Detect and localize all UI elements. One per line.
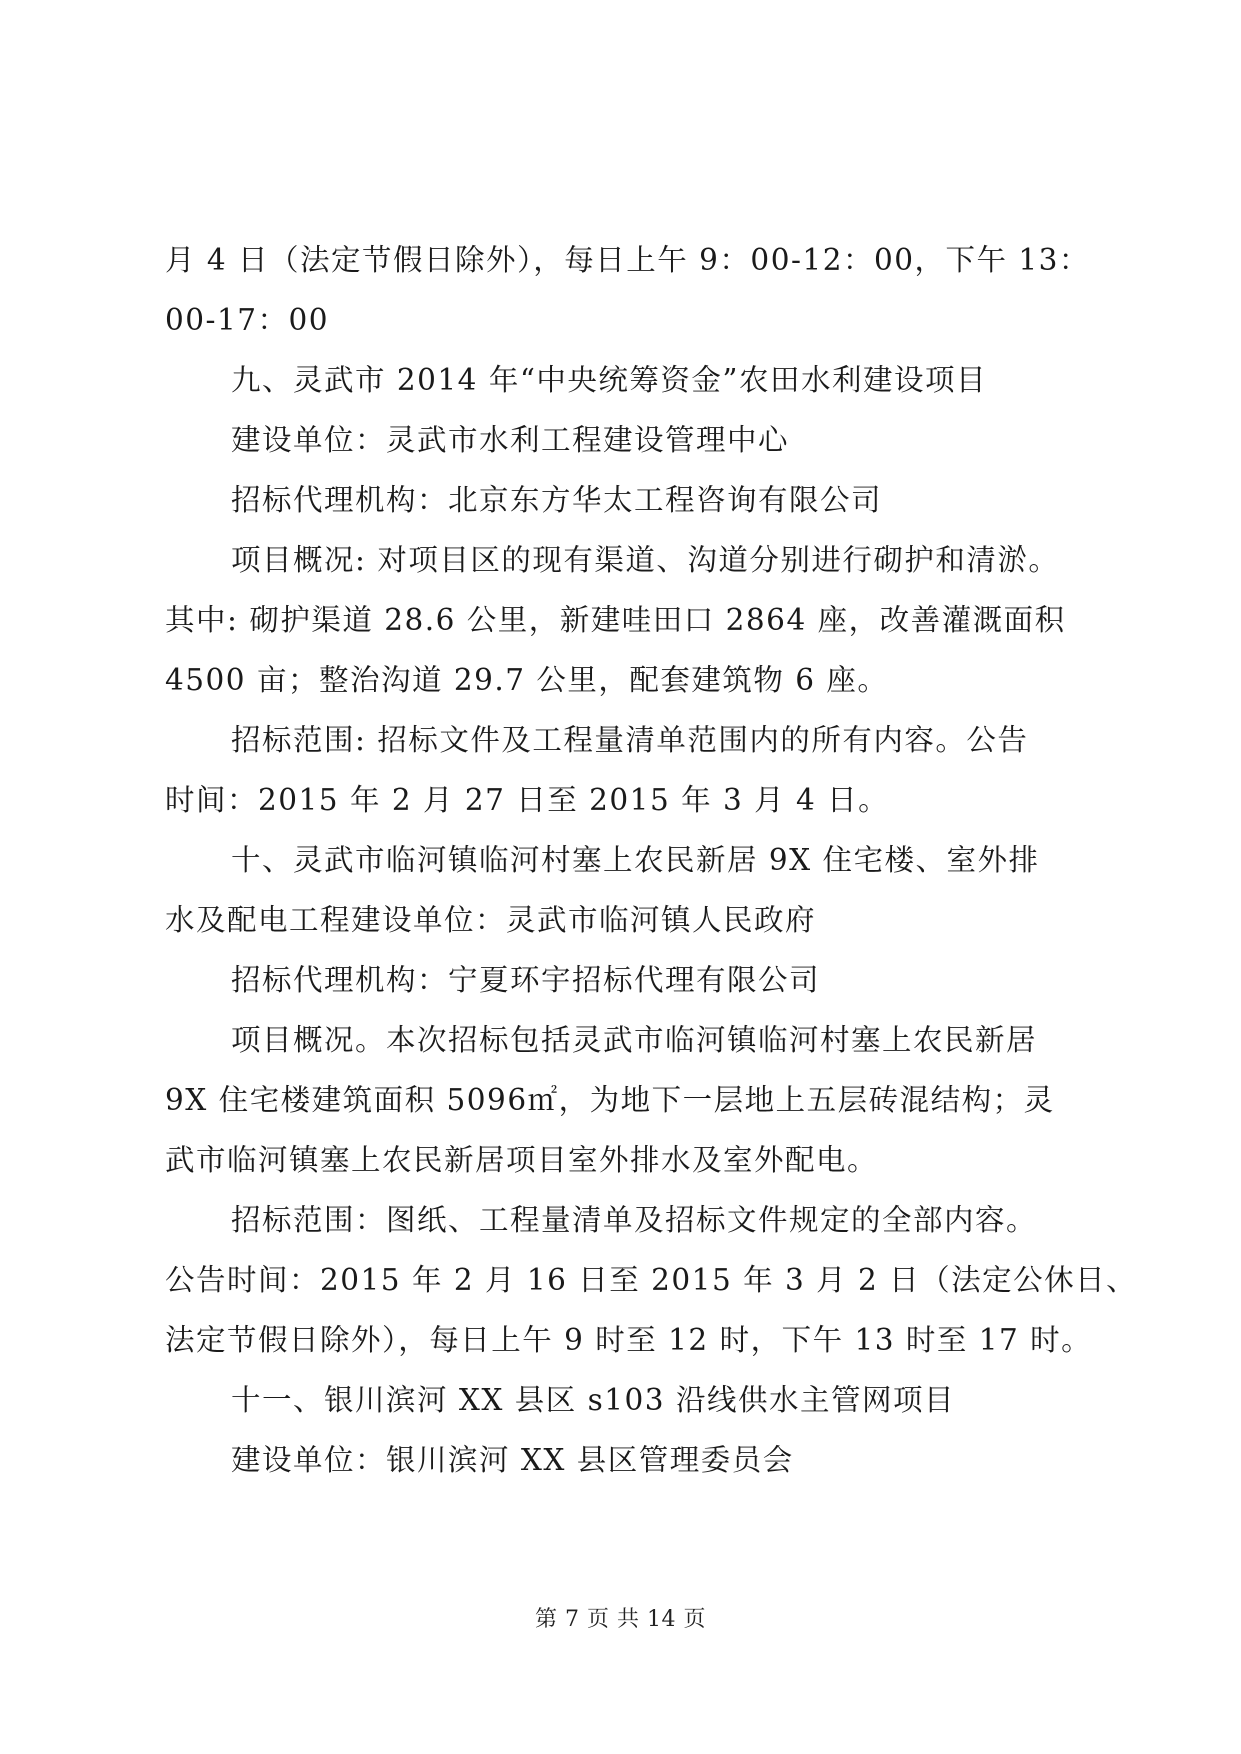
section-heading-9: 九、灵武市 2014 年“中央统筹资金”农田水利建设项目: [231, 363, 987, 397]
text-line-9: 招标范围: 招标文件及工程量清单范围内的所有内容。公告: [231, 723, 1029, 757]
section-heading-11: 十一、银川滨河 XX 县区 s103 沿线供水主管网项目: [231, 1383, 955, 1417]
text-line-17: 招标范围：图纸、工程量清单及招标文件规定的全部内容。: [231, 1203, 1038, 1237]
text-line-21: 建设单位：银川滨河 XX 县区管理委员会: [231, 1443, 794, 1477]
page-footer: [0, 1602, 1241, 1633]
text-line-4: 建设单位：灵武市水利工程建设管理中心: [231, 423, 790, 457]
text-line-6: 项目概况: 对项目区的现有渠道、沟道分别进行砌护和清淤。: [231, 543, 1060, 577]
text-line-12: 水及配电工程建设单位：灵武市临河镇人民政府: [165, 903, 817, 937]
text-line-15: 9X 住宅楼建筑面积 5096㎡，为地下一层地上五层砖混结构；灵: [165, 1083, 1055, 1117]
text-line-10: 时间：2015 年 2 月 27 日至 2015 年 3 月 4 日。: [165, 783, 890, 817]
text-line-19: 法定节假日除外），每日上午 9 时至 12 时，下午 13 时至 17 时。: [165, 1323, 1093, 1357]
text-line-18: 公告时间：2015 年 2 月 16 日至 2015 年 3 月 2 日（法定公休日、: [165, 1263, 1138, 1297]
text-line-7: 其中: 砌护渠道 28.6 公里，新建哇田口 2864 座，改善灌溉面积: [165, 603, 1066, 637]
text-line-2: 00-17：00: [165, 303, 330, 337]
section-heading-10: 十、灵武市临河镇临河村塞上农民新居 9X 住宅楼、室外排: [231, 843, 1040, 877]
text-line-14: 项目概况。本次招标包括灵武市临河镇临河村塞上农民新居: [231, 1023, 1038, 1057]
text-line-1: 月 4 日（法定节假日除外），每日上午 9：00-12：00，下午 13：: [165, 243, 1090, 277]
text-line-16: 武市临河镇塞上农民新居项目室外排水及室外配电。: [165, 1143, 879, 1177]
document-body: [165, 230, 1138, 1490]
text-line-13: 招标代理机构：宁夏环宇招标代理有限公司: [231, 963, 821, 997]
page-number: 第 7 页 共 14 页: [535, 1607, 706, 1632]
text-line-8: 4500 亩；整治沟道 29.7 公里，配套建筑物 6 座。: [165, 663, 889, 697]
text-line-5: 招标代理机构：北京东方华太工程咨询有限公司: [231, 483, 883, 517]
